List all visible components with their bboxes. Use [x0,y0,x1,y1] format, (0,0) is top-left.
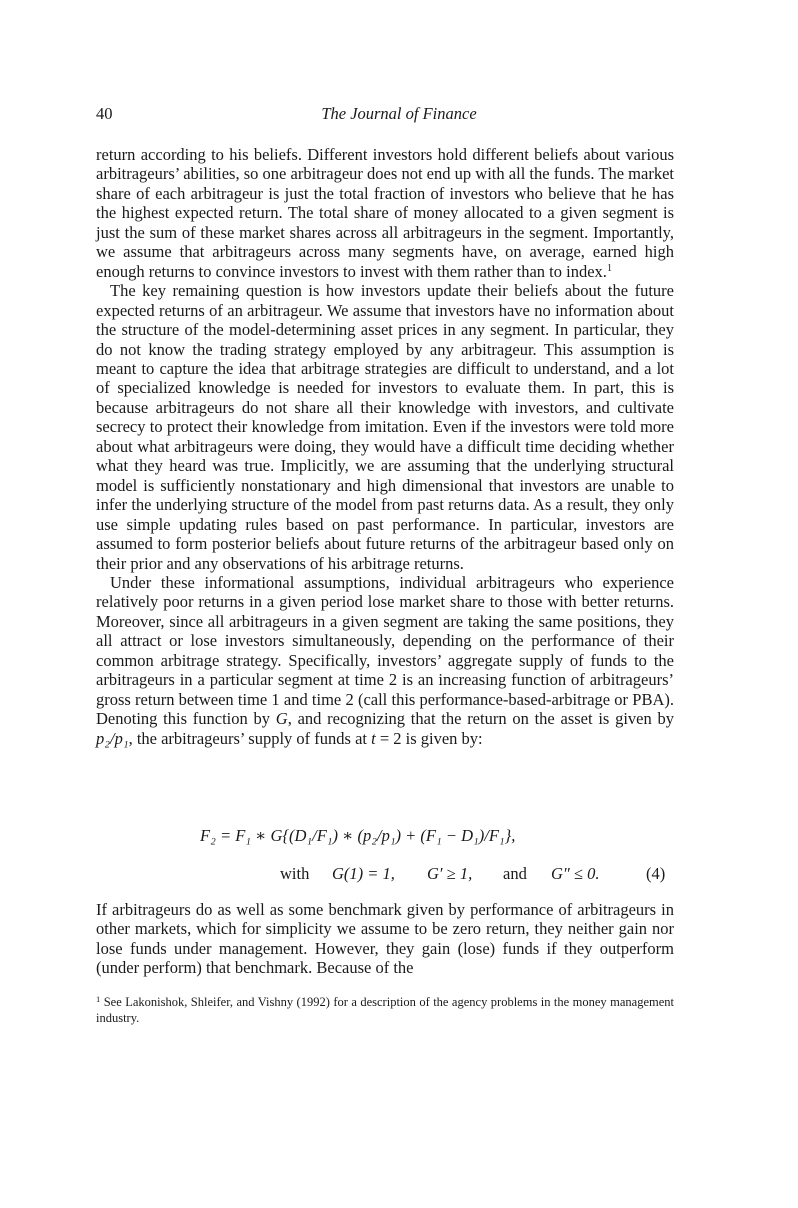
equation-with: with [280,864,310,883]
price-ratio: p₂/p₁ [96,728,129,748]
footnote-1-mark: 1 [96,994,101,1004]
page-number: 40 [96,104,113,123]
paragraph-3-mid2: , the arbitrageurs’ supply of funds at [128,728,372,748]
paragraph-2: The key remaining question is how investors update their beliefs about the future expected returns of an arbitrageur. We assume that investors have no information about the structure of the model-determining asset prices in any segment. In particular, they do not know the trading strategy employed by any arbitrageur. This assumption is meant to capture the idea that arbitrage strategies are difficult to understand, and a lot of specialized knowledge is needed for investors to evaluate them. In part, this is because arbitrageurs do not share all their knowledge with investors, and cultivate secrecy to protect their knowledge from imitation. Even if the investors were told more about what arbitrageurs were doing, they would have a difficult time deciding whether what they heard was true. Implicitly, we are assuming that the underlying structural model is sufficiently nonstationary and high dimensional that investors are unable to infer the underlying structure of the model from past returns data. As a result, they only use simple updating rules based on past performance. In particular, investors are assumed to form posterior beliefs about future returns of the arbitrageur based only on their prior and any observations of his arbitrage returns. [96,281,674,573]
body-text-bottom [96,900,674,978]
equation-4-conditions [280,864,309,884]
paragraph-3-mid: , and recognizing that the return on the asset is given by [287,709,675,729]
paragraph-3-end: = 2 is given by: [375,728,483,748]
condition-g1-text: G(1) = 1, [332,864,395,883]
equation-4-line-1 [200,826,515,846]
equation-number: (4) [646,864,666,883]
condition-g1 [332,864,395,884]
paragraph-4: If arbitrageurs do as well as some benchmark given by performance of arbitrageurs in other markets, which for simplicity we assume to be zero return, they neither gain nor lose funds under management. However, they gain (lose) funds if they outperform (under perform) that benchmark. Because of the [96,900,674,978]
paragraph-1-text: return according to his beliefs. Different investors hold different beliefs about various arbitrageurs’ abilities, so one arbitrageur does not end up with all the funds. The market share of each arbitrageur is just the total fraction of investors who believe that he has the highest expected return. The total share of money allocated to a given segment is just the sum of these market shares across all arbitrageurs in the segment. Importantly, we assume that arbitrageurs across many segments have, on average, earned high enough returns to convince investors to invest with them rather than to index. [96,145,674,281]
condition-gdoubleprime [551,864,599,884]
condition-gprime-text: G′ ≥ 1, [427,864,473,883]
footnote-1-text: See Lakonishok, Shleifer, and Vishny (1992) for a description of the agency problems in the money management industry. [96,995,674,1025]
running-head: The Journal of Finance [321,104,477,123]
footnote-1 [96,994,674,1026]
paragraph-3 [96,573,674,748]
equation-and: and [503,864,527,883]
footnote-reference-1[interactable]: 1 [606,262,612,274]
time-variable: t [371,728,376,748]
paragraph-3-text: Under these informational assumptions, individual arbitrageurs who experience relatively poor returns in a given period lose market share to those with better returns. Moreover, since all arbitrageurs in a given segment are taking the same positions, they all attract or lose investors simultaneously, depending on the performance of their common arbitrage strategy. Specifically, investors’ aggregate supply of funds to the arbitrageurs in a particular segment at time 2 is an increasing function of arbitrageurs’ gross return between time 1 and time 2 (call this performance-based-arbitrage or PBA). Denoting this function by [96,572,674,729]
function-symbol-g: G [275,709,288,729]
condition-gprime [427,864,472,884]
paragraph-1 [96,145,674,281]
condition-gdoubleprime-text: G″ ≤ 0. [551,864,600,883]
equation-4-expression: F₂ = F₁ ∗ G{(D₁/F₁) ∗ (p₂/p₁) + (F₁ − D₁)/F₁}, [200,826,516,845]
body-text-top [96,145,674,748]
